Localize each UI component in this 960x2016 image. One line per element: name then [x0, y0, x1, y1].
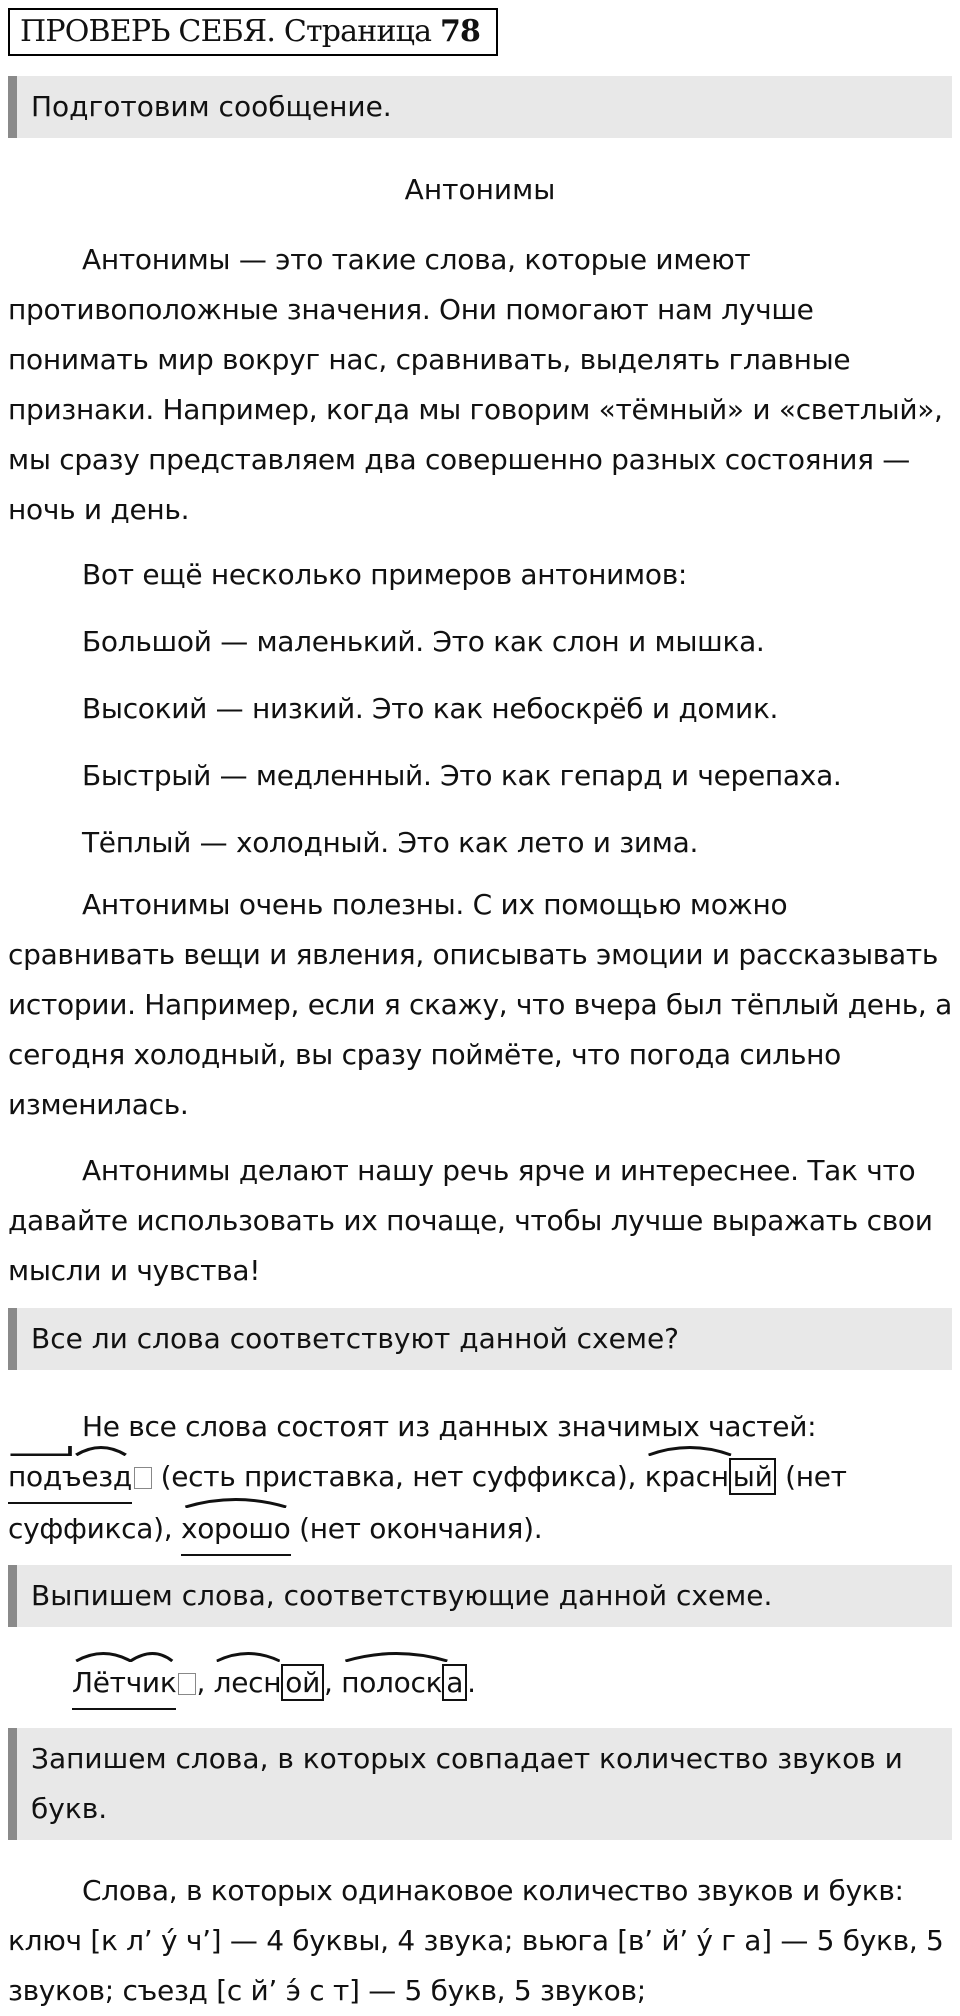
word-letchik: Лётчик — [72, 1658, 176, 1710]
example-4: Тёплый — холодный. Это как лето и зима. — [82, 826, 699, 859]
word-lesnoy: лесн ой — [214, 1658, 324, 1708]
empty-ending-box — [134, 1467, 152, 1489]
root-arc-icon — [645, 1440, 735, 1456]
root-arc-icon — [214, 1646, 282, 1662]
task-text: Выпишем слова, соответствующие данной схеме. — [31, 1579, 773, 1612]
word-poloska: полоск а — [341, 1658, 467, 1708]
example-1: Большой — маленький. Это как слон и мышка. — [82, 625, 765, 658]
task-text: Подготовим сообщение. — [31, 90, 392, 123]
selected-words: Лётчик , лесн ой , полоск а . — [72, 1658, 476, 1710]
message-paragraph-3: Антонимы делают нашу речь ярче и интереснее. Так что давайте использовать их почаще, чтобы лучше выражать свои мысли и чувства! — [8, 1154, 933, 1287]
comment-2: (нет суффикса), — [8, 1460, 847, 1545]
message-paragraph-1: Антонимы — это такие слова, которые имеют противоположные значения. Они помогают нам лучше понимать мир вокруг нас, сравнивать, выделять главные признаки. Например, когда мы говорим «тёмный» и «светлый», мы сразу представляем два совершенно разных состояния — ночь и день. — [8, 243, 943, 526]
page-number: 78 — [439, 14, 481, 49]
word-krasnyy: красн ый — [645, 1452, 777, 1502]
empty-ending-box — [178, 1673, 196, 1695]
comment-1: (есть приставка, нет суффикса), — [151, 1460, 645, 1493]
word-khorosho: хорошо — [181, 1504, 291, 1556]
root-arc-icon — [8, 1440, 132, 1456]
root-arc-icon — [181, 1492, 291, 1508]
sounds-paragraph: Слова, в которых одинаковое количество звуков и букв: ключ [к л’ у́ ч’] — 4 буквы, 4 звука; вьюга [в’ й’ у́ г а] — 5 букв, 5 звуков; съезд [с й’ э́ с т] — 5 букв, 5 звуков; — [8, 1874, 944, 2007]
task-prepare-message — [8, 76, 952, 138]
task-sounds-letters — [8, 1728, 952, 1840]
ending-box: ой — [281, 1664, 324, 1701]
word-podezd: подъезд — [8, 1452, 132, 1504]
scheme-lead: Не все слова состоят из данных значимых частей: — [82, 1410, 817, 1443]
task-select-words — [8, 1565, 952, 1627]
examples-intro: Вот ещё несколько примеров антонимов: — [82, 558, 688, 591]
task-text: Все ли слова соответствуют данной схеме? — [31, 1322, 680, 1355]
scheme-answer — [8, 1402, 952, 1556]
header-label: ПРОВЕРЬ СЕБЯ. Страница — [20, 14, 432, 49]
root-arc-icon — [72, 1646, 176, 1662]
page-header — [8, 8, 498, 56]
message-paragraph-2: Антонимы очень полезны. С их помощью можно сравнивать вещи и явления, описывать эмоции и рассказывать истории. Например, если я скажу, что вчера был тёплый день, а сегодня холодный, вы сразу поймёте, что погода сильно изменилась. — [8, 888, 952, 1121]
task-scheme-check — [8, 1308, 952, 1370]
task-text: Запишем слова, в которых совпадает количество звуков и букв. — [31, 1742, 903, 1825]
ending-box: ый — [729, 1458, 777, 1495]
example-2: Высокий — низкий. Это как небоскрёб и домик. — [82, 692, 779, 725]
comment-3: (нет окончания). — [290, 1512, 543, 1545]
root-arc-icon — [341, 1646, 452, 1662]
example-3: Быстрый — медленный. Это как гепард и черепаха. — [82, 759, 842, 792]
message-title: Антонимы — [404, 173, 556, 206]
ending-box: а — [442, 1664, 467, 1701]
